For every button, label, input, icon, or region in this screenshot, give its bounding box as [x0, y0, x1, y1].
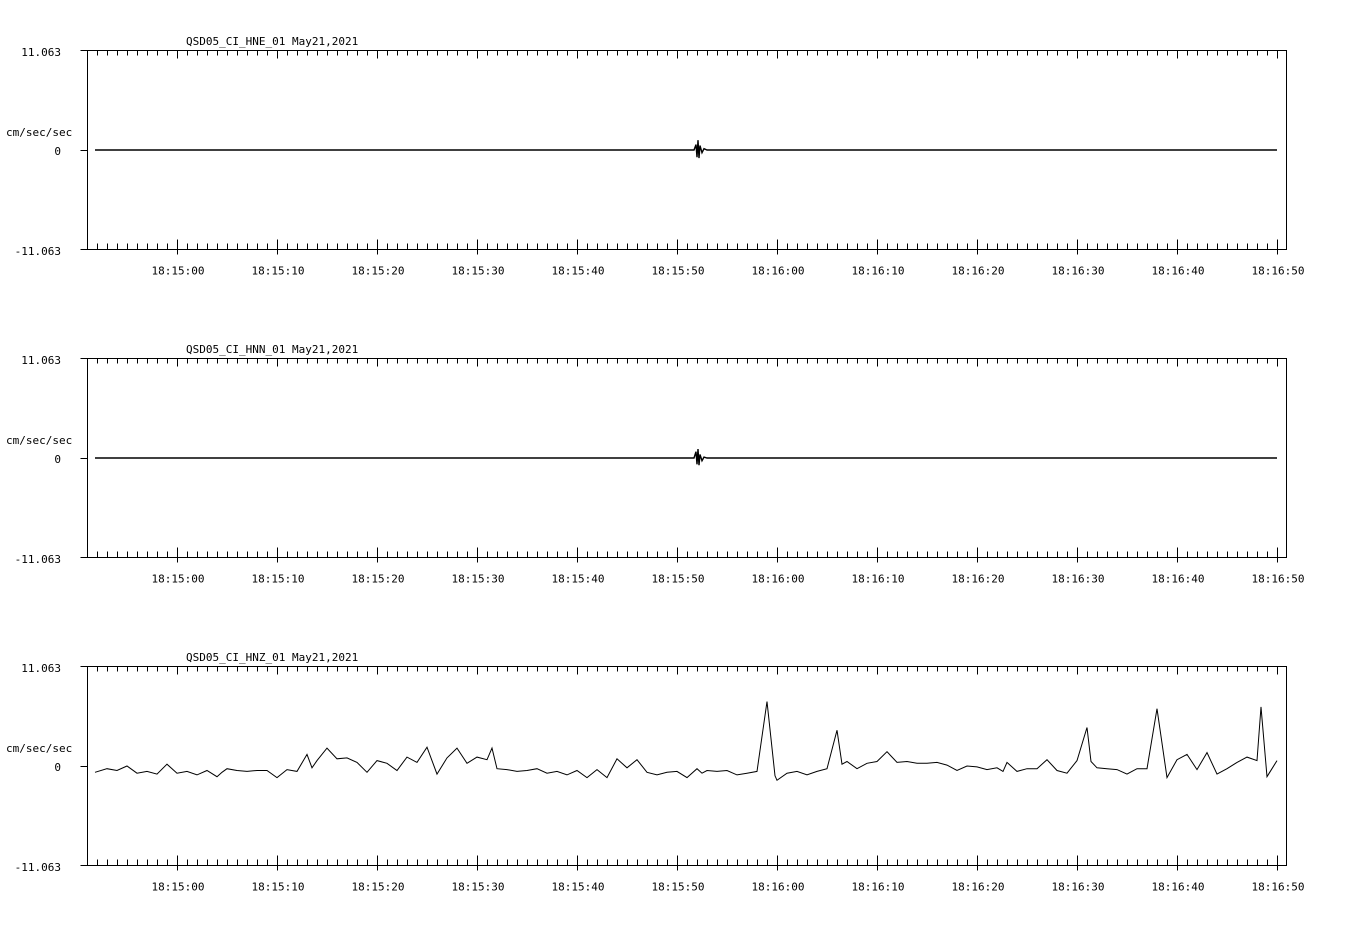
channel-title: QSD05_CI_HNZ_01 May21,2021 [186, 651, 359, 664]
x-tick-label: 18:15:10 [251, 264, 305, 278]
x-tick-label: 18:15:30 [451, 880, 505, 894]
x-tick-label: 18:16:40 [1151, 264, 1205, 278]
y-tick-label-min: -11.063 [14, 861, 61, 874]
x-tick-label: 18:15:40 [551, 264, 605, 278]
x-tick-label: 18:16:50 [1251, 880, 1305, 894]
y-tick-label-zero: 0 [54, 761, 61, 774]
x-tick-label: 18:15:10 [251, 880, 305, 894]
x-tick-label: 18:16:10 [851, 264, 905, 278]
x-tick-label: 18:16:20 [951, 264, 1005, 278]
y-tick-label-zero: 0 [54, 453, 61, 466]
x-tick-label: 18:15:50 [651, 572, 705, 586]
x-tick-label: 18:16:10 [851, 572, 905, 586]
y-tick-label-min: -11.063 [14, 553, 61, 566]
x-tick-label: 18:16:40 [1151, 880, 1205, 894]
channel-panel-hnn [6, 343, 1304, 586]
x-tick-label: 18:15:30 [451, 264, 505, 278]
x-tick-label: 18:15:20 [351, 264, 405, 278]
x-tick-label: 18:15:00 [151, 880, 205, 894]
x-tick-label: 18:15:00 [151, 264, 205, 278]
x-tick-label: 18:16:00 [751, 880, 805, 894]
x-tick-label: 18:16:30 [1051, 264, 1105, 278]
plot-frame [88, 667, 1287, 866]
y-axis-label: cm/sec/sec [6, 742, 73, 755]
waveform-trace-hnz [95, 702, 1277, 781]
channel-title: QSD05_CI_HNE_01 May21,2021 [186, 35, 359, 48]
x-tick-label: 18:16:10 [851, 880, 905, 894]
x-tick-label: 18:15:50 [651, 264, 705, 278]
y-axis-label: cm/sec/sec [6, 434, 73, 447]
y-tick-label-min: -11.063 [14, 245, 61, 258]
x-tick-label: 18:15:20 [351, 572, 405, 586]
channel-panel-hnz [6, 651, 1304, 894]
y-tick-label-max: 11.063 [21, 662, 61, 675]
x-tick-label: 18:15:40 [551, 572, 605, 586]
x-tick-label: 18:16:40 [1151, 572, 1205, 586]
channel-title: QSD05_CI_HNN_01 May21,2021 [186, 343, 359, 356]
y-tick-label-max: 11.063 [21, 354, 61, 367]
waveform-trace-hne [95, 140, 1277, 158]
x-tick-label: 18:15:20 [351, 880, 405, 894]
x-tick-label: 18:16:50 [1251, 572, 1305, 586]
y-tick-label-zero: 0 [54, 145, 61, 158]
x-tick-label: 18:16:30 [1051, 572, 1105, 586]
y-axis-label: cm/sec/sec [6, 126, 73, 139]
x-tick-label: 18:15:00 [151, 572, 205, 586]
x-tick-label: 18:16:30 [1051, 880, 1105, 894]
x-tick-label: 18:15:10 [251, 572, 305, 586]
x-tick-label: 18:16:00 [751, 264, 805, 278]
y-tick-label-max: 11.063 [21, 46, 61, 59]
waveform-trace-hnn [95, 449, 1277, 465]
x-tick-label: 18:15:30 [451, 572, 505, 586]
channel-panel-hne [6, 35, 1304, 278]
x-tick-label: 18:16:00 [751, 572, 805, 586]
x-tick-label: 18:15:50 [651, 880, 705, 894]
x-tick-label: 18:16:20 [951, 572, 1005, 586]
x-tick-label: 18:16:20 [951, 880, 1005, 894]
x-tick-label: 18:15:40 [551, 880, 605, 894]
x-tick-label: 18:16:50 [1251, 264, 1305, 278]
